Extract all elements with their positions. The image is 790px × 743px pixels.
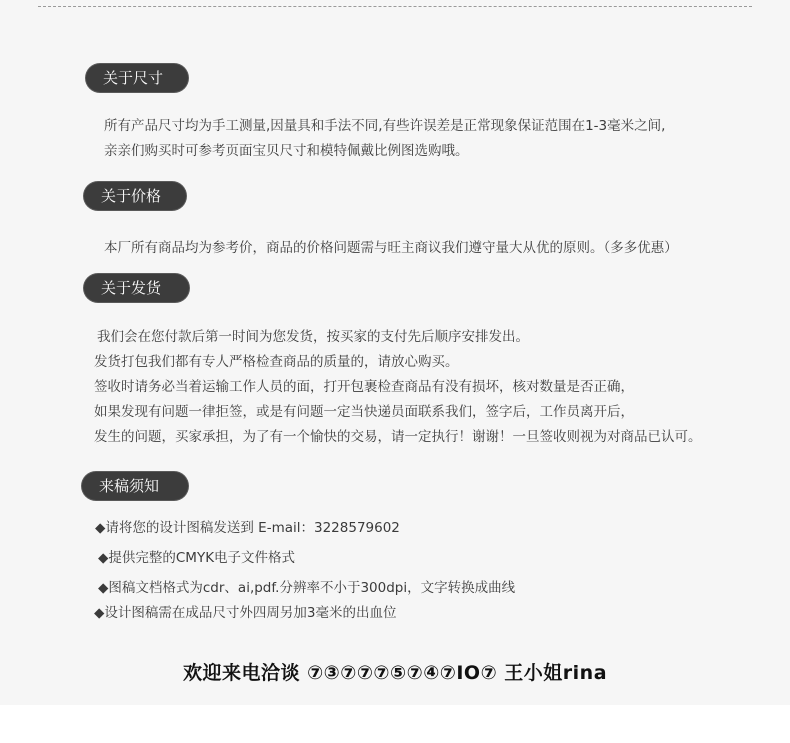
size-text-line: 亲亲们购买时可参考页面宝贝尺寸和模特佩戴比例图选购哦。	[104, 143, 469, 159]
section-title-submission: 来稿须知	[82, 472, 188, 500]
size-text-line: 所有产品尺寸均为手工测量,因量具和手法不同,有些许误差是正常现象保证范围在1-3毫米之间,	[104, 118, 666, 134]
submission-text-line: ◆设计图稿需在成品尺寸外四周另加3毫米的出血位	[94, 605, 397, 621]
section-title-shipping: 关于发货	[84, 274, 189, 302]
submission-text-line: ◆图稿文档格式为cdr、ai,pdf.分辨率不小于300dpi，文字转换成曲线	[98, 580, 516, 596]
shipping-text-line: 如果发现有问题一律拒签，或是有问题一定当快递员面联系我们，签字后，工作员离开后，	[94, 404, 634, 420]
contact-footer: 欢迎来电洽谈 ⑦③⑦⑦⑦⑤⑦④⑦IO⑦ 王小姐rina	[182, 662, 608, 684]
top-dashed-divider	[38, 6, 752, 7]
section-title-size: 关于尺寸	[86, 64, 188, 92]
shipping-text-line: 签收时请务必当着运输工作人员的面，打开包裹检查商品有没有损坏，核对数量是否正确，	[94, 379, 634, 395]
price-text-line: 本厂所有商品均为参考价，商品的价格问题需与旺主商议我们遵守量大从优的原则。（多多优惠）	[104, 240, 678, 256]
submission-text-line: ◆请将您的设计图稿发送到 E-mail：3228579602	[95, 520, 400, 536]
shipping-text-line: 发货打包我们都有专人严格检查商品的质量的，请放心购买。	[94, 354, 459, 370]
submission-text-line: ◆提供完整的CMYK电子文件格式	[98, 550, 296, 566]
shipping-text-line: 发生的问题，买家承担，为了有一个愉快的交易，请一定执行！谢谢！一旦签收则视为对商品已认可。	[94, 429, 702, 445]
section-title-price: 关于价格	[84, 182, 186, 210]
shipping-text-line: 我们会在您付款后第一时间为您发货，按买家的支付先后顺序安排发出。	[97, 329, 529, 345]
